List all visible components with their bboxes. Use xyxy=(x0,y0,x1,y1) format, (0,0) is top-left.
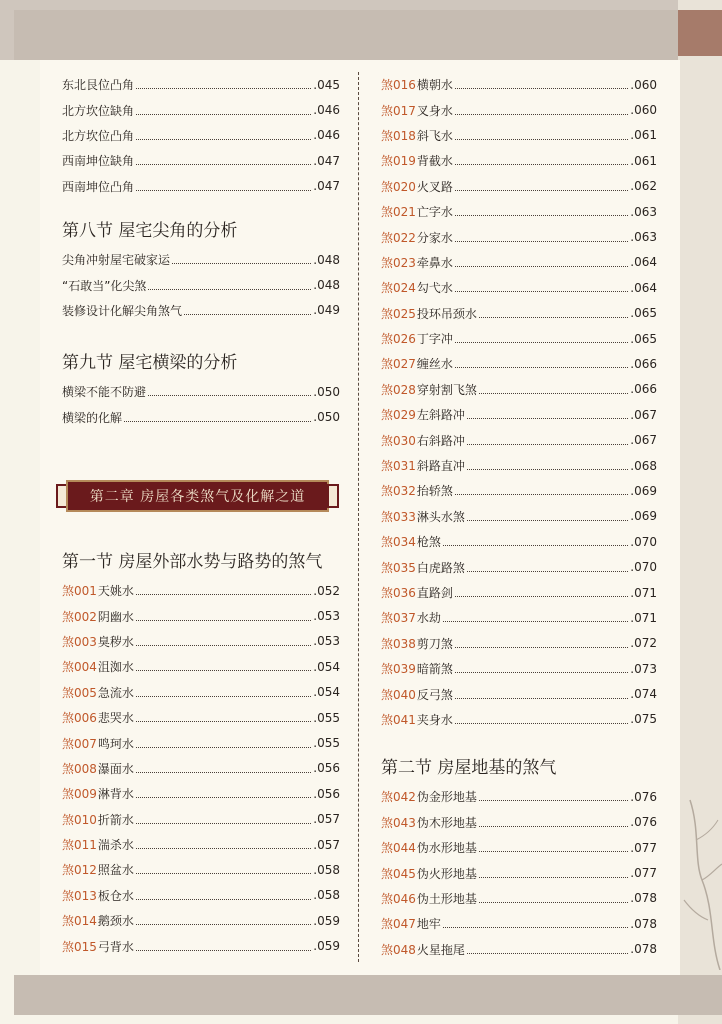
banner-ornament-right xyxy=(327,484,339,508)
toc-entry[interactable] xyxy=(381,504,657,529)
dot-leader xyxy=(479,393,628,394)
dot-leader xyxy=(136,721,311,722)
toc-entry[interactable] xyxy=(62,148,340,173)
toc-entry[interactable] xyxy=(381,123,657,148)
toc-entry[interactable] xyxy=(381,427,657,452)
entry-code: 煞031 xyxy=(381,459,416,474)
page-number: .078 xyxy=(630,916,657,931)
dot-leader xyxy=(455,367,628,368)
page-number: .060 xyxy=(630,103,657,118)
page-number: .077 xyxy=(630,840,657,855)
entry-code: 煞028 xyxy=(381,382,416,397)
page-number: .046 xyxy=(313,128,340,143)
toc-entry[interactable] xyxy=(62,654,340,679)
toc-entry[interactable] xyxy=(381,72,657,97)
bottom-frame-band xyxy=(14,975,678,1015)
dot-leader xyxy=(136,696,311,697)
dot-leader xyxy=(455,139,628,140)
entry-code: 煞026 xyxy=(381,332,416,347)
page-number: .069 xyxy=(630,509,657,524)
toc-entry[interactable] xyxy=(381,656,657,681)
entry-code: 煞010 xyxy=(62,812,97,827)
toc-left-lower xyxy=(62,542,340,959)
page-number: .059 xyxy=(313,939,340,954)
entry-code: 煞025 xyxy=(381,306,416,321)
page-number: .069 xyxy=(630,483,657,498)
entry-code: 煞016 xyxy=(381,78,416,93)
page-number: .050 xyxy=(313,410,340,425)
entry-title: 投环吊颈水 xyxy=(416,306,477,321)
entry-code: 煞013 xyxy=(62,888,97,903)
dot-leader xyxy=(467,571,628,572)
entry-code: 煞029 xyxy=(381,408,416,423)
page-number: .045 xyxy=(313,77,340,92)
entry-code: 煞006 xyxy=(62,711,97,726)
page-number: .063 xyxy=(630,204,657,219)
toc-entry[interactable] xyxy=(62,908,340,933)
toc-entry[interactable] xyxy=(381,784,657,809)
dot-leader xyxy=(455,88,628,89)
page-number: .056 xyxy=(313,761,340,776)
dot-leader xyxy=(455,266,628,267)
page-number: .048 xyxy=(313,278,340,293)
toc-entry[interactable] xyxy=(62,247,340,272)
entry-code: 煞020 xyxy=(381,179,416,194)
dot-leader xyxy=(172,263,311,264)
entry-title: 左斜路冲 xyxy=(416,408,465,423)
toc-entry[interactable] xyxy=(381,224,657,249)
toc-entry[interactable] xyxy=(62,730,340,755)
entry-code: 煞011 xyxy=(62,838,97,853)
entry-code: 煞008 xyxy=(62,761,97,776)
toc-entry[interactable] xyxy=(381,326,657,351)
entry-title: 火星拖尾 xyxy=(416,942,465,957)
toc-entry[interactable] xyxy=(381,402,657,427)
ink-plant-illustration xyxy=(680,780,722,970)
toc-entry[interactable] xyxy=(62,97,340,122)
page-number: .056 xyxy=(313,786,340,801)
page-number: .053 xyxy=(313,609,340,624)
dot-leader xyxy=(136,899,311,900)
entry-title: 湍杀水 xyxy=(97,838,134,853)
entry-title: 牵鼻水 xyxy=(416,255,453,270)
page-number: .064 xyxy=(630,280,657,295)
toc-entry[interactable] xyxy=(381,97,657,122)
page-number: .046 xyxy=(313,103,340,118)
entry-title: 缠丝水 xyxy=(416,357,453,372)
entry-code: 煞018 xyxy=(381,128,416,143)
entry-code: 煞005 xyxy=(62,685,97,700)
toc-entry[interactable] xyxy=(381,605,657,630)
page-number: .065 xyxy=(630,306,657,321)
toc-entry[interactable] xyxy=(62,379,340,404)
page-number: .078 xyxy=(630,891,657,906)
dot-leader xyxy=(148,395,311,396)
entry-title: 折箭水 xyxy=(97,812,134,827)
page-number: .067 xyxy=(630,407,657,422)
toc-entry[interactable] xyxy=(62,603,340,628)
entry-code: 煞001 xyxy=(62,584,97,599)
entry-title: 横梁不能不防避 xyxy=(62,385,147,400)
entry-code: 煞027 xyxy=(381,357,416,372)
entry-code: 煞037 xyxy=(381,611,416,626)
entry-title: 右斜路冲 xyxy=(416,433,465,448)
entry-title: 勾弋水 xyxy=(416,281,453,296)
entry-title: 东北艮位凸角 xyxy=(62,78,135,93)
entry-title: 照盆水 xyxy=(97,863,134,878)
toc-entry[interactable] xyxy=(62,857,340,882)
page-number: .060 xyxy=(630,77,657,92)
toc-entry[interactable] xyxy=(62,174,340,199)
page-number: .047 xyxy=(313,179,340,194)
toc-entry[interactable] xyxy=(62,832,340,857)
toc-entry[interactable] xyxy=(381,174,657,199)
toc-entry[interactable] xyxy=(62,629,340,654)
dot-leader xyxy=(467,953,628,954)
entry-code: 煞022 xyxy=(381,230,416,245)
page-number: .078 xyxy=(630,942,657,957)
entry-title: 伪火形地基 xyxy=(416,866,477,881)
page-number: .072 xyxy=(630,636,657,651)
toc-entry[interactable] xyxy=(62,705,340,730)
page-number: .058 xyxy=(313,888,340,903)
entry-code: 煞019 xyxy=(381,154,416,169)
entry-code: 煞012 xyxy=(62,863,97,878)
entry-code: 煞038 xyxy=(381,636,416,651)
entry-title: 火叉路 xyxy=(416,179,453,194)
toc-entry[interactable] xyxy=(381,580,657,605)
toc-entry[interactable] xyxy=(62,807,340,832)
entry-title: 枪煞 xyxy=(416,535,441,550)
entry-title: 急流水 xyxy=(97,685,134,700)
toc-entry[interactable] xyxy=(62,298,340,323)
page-number: .061 xyxy=(630,128,657,143)
dot-leader xyxy=(443,621,628,622)
toc-entry[interactable] xyxy=(381,301,657,326)
entry-code: 煞040 xyxy=(381,687,416,702)
dot-leader xyxy=(455,596,628,597)
entry-code: 煞042 xyxy=(381,790,416,805)
entry-title: 伪木形地基 xyxy=(416,815,477,830)
toc-entry[interactable] xyxy=(381,835,657,860)
entry-code: 煞039 xyxy=(381,662,416,677)
page-number: .066 xyxy=(630,382,657,397)
dot-leader xyxy=(479,800,628,801)
toc-entry[interactable] xyxy=(381,681,657,706)
entry-title: 臭秽水 xyxy=(97,634,134,649)
toc-entry[interactable] xyxy=(62,781,340,806)
dot-leader xyxy=(136,645,311,646)
toc-entry[interactable] xyxy=(62,72,340,97)
entry-code: 煞045 xyxy=(381,866,416,881)
entry-title: 北方坎位凸角 xyxy=(62,128,135,143)
entry-code: 煞033 xyxy=(381,509,416,524)
dot-leader xyxy=(467,469,628,470)
toc-entry[interactable] xyxy=(381,554,657,579)
dot-leader xyxy=(455,190,628,191)
entry-code: 煞014 xyxy=(62,914,97,929)
section-1-title[interactable]: 第一节 房屋外部水势与路势的煞气 xyxy=(62,552,323,572)
entry-title: 悲哭水 xyxy=(97,711,134,726)
entry-title: 斜路直冲 xyxy=(416,459,465,474)
entry-title: 亡字水 xyxy=(416,205,453,220)
entry-title: 鹅颈水 xyxy=(97,914,134,929)
page-number: .075 xyxy=(630,712,657,727)
chapter-title: 第二章 房屋各类煞气及化解之道 xyxy=(89,489,306,505)
entry-code: 煞047 xyxy=(381,917,416,932)
page-number: .063 xyxy=(630,230,657,245)
toc-entry[interactable] xyxy=(62,680,340,705)
dot-leader xyxy=(136,114,311,115)
page-number: .055 xyxy=(313,710,340,725)
entry-code: 煞003 xyxy=(62,634,97,649)
page-number: .073 xyxy=(630,661,657,676)
page-number: .061 xyxy=(630,153,657,168)
entry-title: 西南坤位缺角 xyxy=(62,154,135,169)
dot-leader xyxy=(455,164,628,165)
dot-leader xyxy=(467,444,628,445)
toc-entry[interactable] xyxy=(381,478,657,503)
top-frame-inner xyxy=(14,10,678,60)
entry-title: 抬轿煞 xyxy=(416,484,453,499)
entry-code: 煞048 xyxy=(381,942,416,957)
toc-entry[interactable] xyxy=(381,275,657,300)
entry-title: 穿射割飞煞 xyxy=(416,382,477,397)
entry-code: 煞043 xyxy=(381,815,416,830)
dot-leader xyxy=(136,848,311,849)
toc-entry[interactable] xyxy=(381,707,657,732)
page-number: .055 xyxy=(313,736,340,751)
page-number: .057 xyxy=(313,812,340,827)
toc-entry[interactable] xyxy=(381,250,657,275)
section-2-title[interactable]: 第二节 房屋地基的煞气 xyxy=(381,758,557,779)
toc-entry[interactable] xyxy=(381,529,657,554)
entry-title: 伪金形地基 xyxy=(416,790,477,805)
page-number: .077 xyxy=(630,866,657,881)
entry-code: 煞044 xyxy=(381,841,416,856)
page-number: .047 xyxy=(313,153,340,168)
entry-title: 阴幽水 xyxy=(97,609,134,624)
dot-leader xyxy=(124,421,311,422)
dot-leader xyxy=(455,114,628,115)
entry-title: 伪土形地基 xyxy=(416,891,477,906)
section-9-title[interactable]: 第九节 屋宅横梁的分析 xyxy=(62,353,238,374)
entry-title: 装修设计化解尖角煞气 xyxy=(62,303,183,318)
dot-leader xyxy=(455,215,628,216)
entry-title: 白虎路煞 xyxy=(416,560,465,575)
entry-title: 瀑面水 xyxy=(97,761,134,776)
dot-leader xyxy=(136,797,311,798)
entry-title: 横梁的化解 xyxy=(62,410,123,425)
dot-leader xyxy=(455,723,628,724)
entry-title: 横朝水 xyxy=(416,78,453,93)
page-number: .058 xyxy=(313,862,340,877)
entry-title: 地牢 xyxy=(416,917,441,932)
toc-entry[interactable] xyxy=(381,199,657,224)
entry-title: 水劫 xyxy=(416,611,441,626)
entry-title: 板仓水 xyxy=(97,888,134,903)
toc-entry[interactable] xyxy=(62,405,340,430)
dot-leader xyxy=(479,851,628,852)
column-divider xyxy=(358,72,359,962)
dot-leader xyxy=(455,291,628,292)
dot-leader xyxy=(148,289,311,290)
entry-code: 煞015 xyxy=(62,939,97,954)
entry-title: 丁字冲 xyxy=(416,332,453,347)
page-number: .065 xyxy=(630,331,657,346)
entry-title: 直路剑 xyxy=(416,586,453,600)
entry-title: 叉身水 xyxy=(416,103,453,118)
entry-code: 煞046 xyxy=(381,891,416,906)
bottom-frame-edge xyxy=(678,975,722,1015)
entry-code: 煞024 xyxy=(381,281,416,296)
entry-title: 剪刀煞 xyxy=(416,636,453,651)
entry-title: 斜飞水 xyxy=(416,128,453,143)
page-number: .070 xyxy=(630,534,657,549)
entry-code: 煞007 xyxy=(62,736,97,751)
entry-title: “石敢当”化尖煞 xyxy=(62,278,147,293)
page-number: .059 xyxy=(313,913,340,928)
page-number: .052 xyxy=(313,583,340,598)
toc-entry[interactable] xyxy=(381,631,657,656)
dot-leader xyxy=(443,927,628,928)
page-number: .071 xyxy=(630,610,657,625)
entry-title: 背截水 xyxy=(416,154,453,169)
toc-entry[interactable] xyxy=(62,272,340,297)
entry-code: 煞041 xyxy=(381,712,416,727)
entry-code: 煞002 xyxy=(62,609,97,624)
entry-code: 煞034 xyxy=(381,535,416,550)
dot-leader xyxy=(455,672,628,673)
entry-code: 煞023 xyxy=(381,255,416,270)
chapter-2-banner[interactable] xyxy=(56,478,339,514)
entry-title: 沮洳水 xyxy=(97,660,134,675)
entry-code: 煞032 xyxy=(381,484,416,499)
toc-left-column xyxy=(62,72,340,430)
entry-title: 尖角冲射屋宅破家运 xyxy=(62,253,171,268)
entry-title: 暗箭煞 xyxy=(416,662,453,677)
entry-title: 伪水形地基 xyxy=(416,841,477,856)
dot-leader xyxy=(136,164,311,165)
toc-entry[interactable] xyxy=(62,123,340,148)
dot-leader xyxy=(479,826,628,827)
dot-leader xyxy=(479,902,628,903)
toc-entry[interactable] xyxy=(62,883,340,908)
page-number: .050 xyxy=(313,384,340,399)
toc-entry[interactable] xyxy=(381,860,657,885)
entry-code: 煞017 xyxy=(381,103,416,118)
entry-title: 弓背水 xyxy=(97,939,134,954)
dot-leader xyxy=(443,545,628,546)
page-number: .057 xyxy=(313,837,340,852)
dot-leader xyxy=(479,877,628,878)
entry-title: 淋头水煞 xyxy=(416,509,465,524)
dot-leader xyxy=(136,823,311,824)
page-number: .070 xyxy=(630,560,657,575)
dot-leader xyxy=(136,873,311,874)
toc-entry[interactable] xyxy=(381,937,657,962)
page-number: .048 xyxy=(313,252,340,267)
dot-leader xyxy=(455,698,628,699)
page-number: .062 xyxy=(630,179,657,194)
entry-code: 煞021 xyxy=(381,205,416,220)
page-number: .066 xyxy=(630,356,657,371)
entry-title: 鸣珂水 xyxy=(97,736,134,751)
toc-entry[interactable] xyxy=(381,351,657,376)
dot-leader xyxy=(467,520,628,521)
entry-title: 北方坎位缺角 xyxy=(62,103,135,118)
dot-leader xyxy=(136,620,311,621)
page-number: .049 xyxy=(313,303,340,318)
page-number: .067 xyxy=(630,433,657,448)
entry-title: 反弓煞 xyxy=(416,687,453,702)
toc-entry[interactable] xyxy=(381,810,657,835)
dot-leader xyxy=(184,314,311,315)
toc-right-column xyxy=(381,72,657,962)
entry-code: 煞030 xyxy=(381,433,416,448)
dot-leader xyxy=(455,241,628,242)
dot-leader xyxy=(136,670,311,671)
toc-entry[interactable] xyxy=(62,933,340,958)
entry-title: 夹身水 xyxy=(416,712,453,727)
entry-code: 煞035 xyxy=(381,560,416,575)
entry-code: 煞004 xyxy=(62,660,97,675)
page-number: .074 xyxy=(630,687,657,702)
dot-leader xyxy=(136,139,311,140)
dot-leader xyxy=(467,418,628,419)
entry-title: 天姚水 xyxy=(97,584,134,599)
page-number: .071 xyxy=(630,585,657,600)
dot-leader xyxy=(455,647,628,648)
dot-leader xyxy=(479,317,628,318)
toc-entry[interactable] xyxy=(381,377,657,402)
entry-code: 煞009 xyxy=(62,787,97,802)
page-number: .076 xyxy=(630,789,657,804)
entry-title: 淋背水 xyxy=(97,787,134,802)
dot-leader xyxy=(136,747,311,748)
page-number: .053 xyxy=(313,634,340,649)
toc-entry[interactable] xyxy=(381,453,657,478)
entry-code: 煞036 xyxy=(381,586,416,600)
section-8-title[interactable]: 第八节 屋宅尖角的分析 xyxy=(62,220,238,241)
dot-leader xyxy=(455,342,628,343)
page-number: .054 xyxy=(313,659,340,674)
dot-leader xyxy=(136,950,311,951)
dot-leader xyxy=(136,88,311,89)
toc-entry[interactable] xyxy=(381,886,657,911)
toc-entry[interactable] xyxy=(381,911,657,936)
page-number: .054 xyxy=(313,685,340,700)
chapter-thumb-tab xyxy=(678,10,722,56)
page-number: .076 xyxy=(630,815,657,830)
dot-leader xyxy=(136,924,311,925)
page-number: .068 xyxy=(630,458,657,473)
dot-leader xyxy=(136,772,311,773)
page-number: .064 xyxy=(630,255,657,270)
entry-title: 西南坤位凸角 xyxy=(62,179,135,194)
toc-entry[interactable] xyxy=(381,148,657,173)
toc-entry[interactable] xyxy=(62,578,340,603)
dot-leader xyxy=(136,190,311,191)
toc-entry[interactable] xyxy=(62,756,340,781)
dot-leader xyxy=(136,594,311,595)
entry-title: 分家水 xyxy=(416,230,453,245)
dot-leader xyxy=(455,494,628,495)
